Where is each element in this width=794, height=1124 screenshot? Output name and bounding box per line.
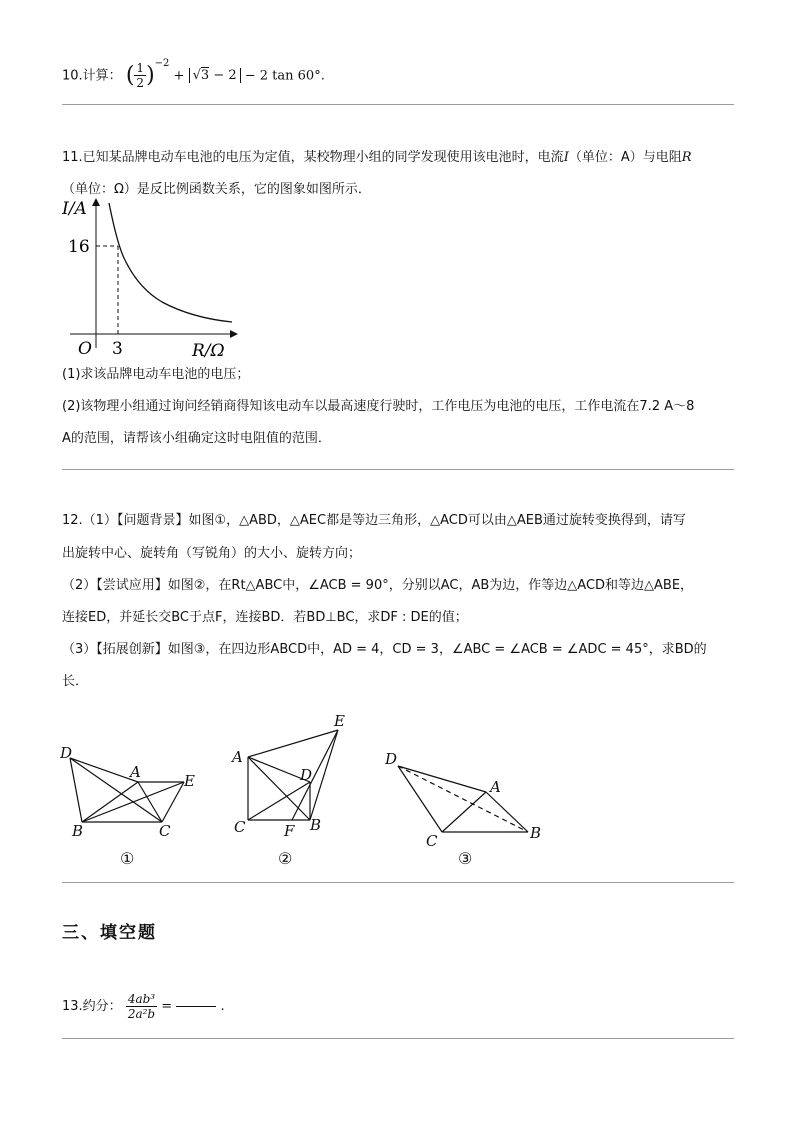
fig2-label-F: F bbox=[284, 822, 295, 840]
q11-graph bbox=[62, 198, 242, 362]
x-tick-3: 3 bbox=[112, 339, 123, 359]
fig1-label-A: A bbox=[130, 763, 141, 781]
q13-equals: = bbox=[161, 999, 173, 1014]
q10-plus: + bbox=[173, 68, 185, 84]
q10-tail: − 2 tan 60° bbox=[244, 68, 321, 84]
q11-part2-line1: (2)该物理小组通过询问经销商得知该电动车以最高速度行驶时，工作电压为电池的电压，工作电流在7.2 A～8 bbox=[62, 399, 695, 414]
q12-line3: （2）【尝试应用】如图②，在Rt△ABC中，∠ACB = 90°，分别以AC，AB为边，作等边△ACD和等边△ABE， bbox=[62, 578, 694, 593]
seg-AC bbox=[138, 782, 162, 822]
seg-DB-dashed bbox=[398, 766, 528, 832]
inverse-curve bbox=[109, 203, 232, 322]
q11-line1: 11.已知某品牌电动车电池的电压为定值，某校物理小组的同学发现使用该电池时，电流I（单位：A）与电阻R bbox=[62, 150, 692, 165]
x-axis-label: R/Ω bbox=[192, 341, 225, 361]
left-paren: ( bbox=[125, 62, 135, 88]
q10-label: 10.计算： bbox=[62, 68, 122, 84]
q10-abs: √3 − 2 bbox=[189, 68, 241, 83]
seg-CA bbox=[442, 792, 486, 832]
question-13 bbox=[62, 990, 225, 1024]
q12-line4: 连接ED，并延长交BC于点F，连接BD．若BD⊥BC，求DF : DE的值； bbox=[62, 610, 468, 625]
q13-fraction: $\frac{\text{4ab³}}{\text{2a²b}}$ bbox=[127, 992, 156, 1021]
fig1-label-E: E bbox=[184, 772, 195, 790]
seg-DC bbox=[70, 758, 162, 822]
fig2-label-B: B bbox=[310, 816, 322, 834]
seg-BE bbox=[82, 782, 184, 822]
fig1-label-D: D bbox=[60, 744, 73, 762]
fig1-label-C: C bbox=[159, 822, 171, 840]
q10-exponent: −2 bbox=[154, 58, 170, 69]
q13-end: . bbox=[220, 999, 225, 1014]
q12-line2: 出旋转中心、旋转角（写锐角）的大小、旋转方向； bbox=[62, 546, 362, 561]
seg-AB bbox=[486, 792, 528, 832]
fig3-label-D: D bbox=[385, 750, 398, 768]
fig2-label-C: C bbox=[234, 818, 246, 836]
q12-line6: 长． bbox=[62, 674, 89, 689]
y-axis-arrow bbox=[92, 198, 100, 206]
figure-3 bbox=[380, 740, 550, 872]
q13-label: 13.约分： bbox=[62, 999, 122, 1014]
section-title: 三、填空题 bbox=[62, 923, 157, 943]
seg-AB bbox=[82, 782, 138, 822]
figure-1 bbox=[58, 740, 208, 872]
seg-DC bbox=[398, 766, 442, 832]
divider-4 bbox=[62, 1038, 734, 1039]
q11-part2-line2: A的范围，请帮该小组确定这时电阻值的范围． bbox=[62, 431, 331, 446]
q12-line1: 12.（1）【问题背景】如图①，△ABD，△AEC都是等边三角形，△ACD可以由△AEB通过旋转变换得到，请写 bbox=[62, 513, 686, 528]
seg-CE bbox=[162, 782, 184, 822]
y-axis-label: I/A bbox=[62, 199, 87, 219]
fig2-caption: ② bbox=[278, 849, 293, 868]
q12-line5: （3）【拓展创新】如图③，在四边形ABCD中，AD = 4，CD = 3，∠ABC = ∠ACB = ∠ADC = 45°，求BD的 bbox=[62, 642, 707, 657]
fig2-label-D: D bbox=[300, 766, 313, 784]
seg-DB bbox=[70, 758, 82, 822]
fig3-label-C: C bbox=[426, 832, 438, 850]
q10-end: . bbox=[320, 68, 325, 84]
seg-EB bbox=[310, 730, 338, 820]
fig2-label-E: E bbox=[334, 712, 345, 730]
fig3-caption: ③ bbox=[458, 849, 473, 868]
q13-answer-blank[interactable] bbox=[176, 1006, 216, 1007]
divider-1 bbox=[62, 104, 734, 105]
fig2-label-A: A bbox=[232, 748, 243, 766]
fig1-caption: ① bbox=[120, 849, 135, 868]
q11-part1: (1)求该品牌电动车电池的电压； bbox=[62, 367, 250, 382]
seg-EF bbox=[292, 730, 338, 820]
question-10 bbox=[62, 60, 325, 90]
seg-AE bbox=[248, 730, 338, 757]
divider-3 bbox=[62, 882, 734, 883]
q11-line2: （单位：Ω）是反比例函数关系，它的图象如图所示． bbox=[62, 182, 371, 197]
x-axis-arrow bbox=[230, 330, 238, 338]
right-paren: ) bbox=[146, 62, 155, 88]
figure-2 bbox=[228, 712, 358, 872]
fig3-label-A: A bbox=[490, 778, 501, 796]
y-tick-16: 16 bbox=[68, 237, 90, 257]
fig1-label-B: B bbox=[72, 822, 84, 840]
divider-2 bbox=[62, 469, 734, 470]
fig3-label-B: B bbox=[530, 824, 542, 842]
q10-fraction: $\frac{1}{2}$ bbox=[136, 61, 145, 91]
seg-DA bbox=[70, 758, 138, 782]
origin-label: O bbox=[78, 339, 92, 359]
